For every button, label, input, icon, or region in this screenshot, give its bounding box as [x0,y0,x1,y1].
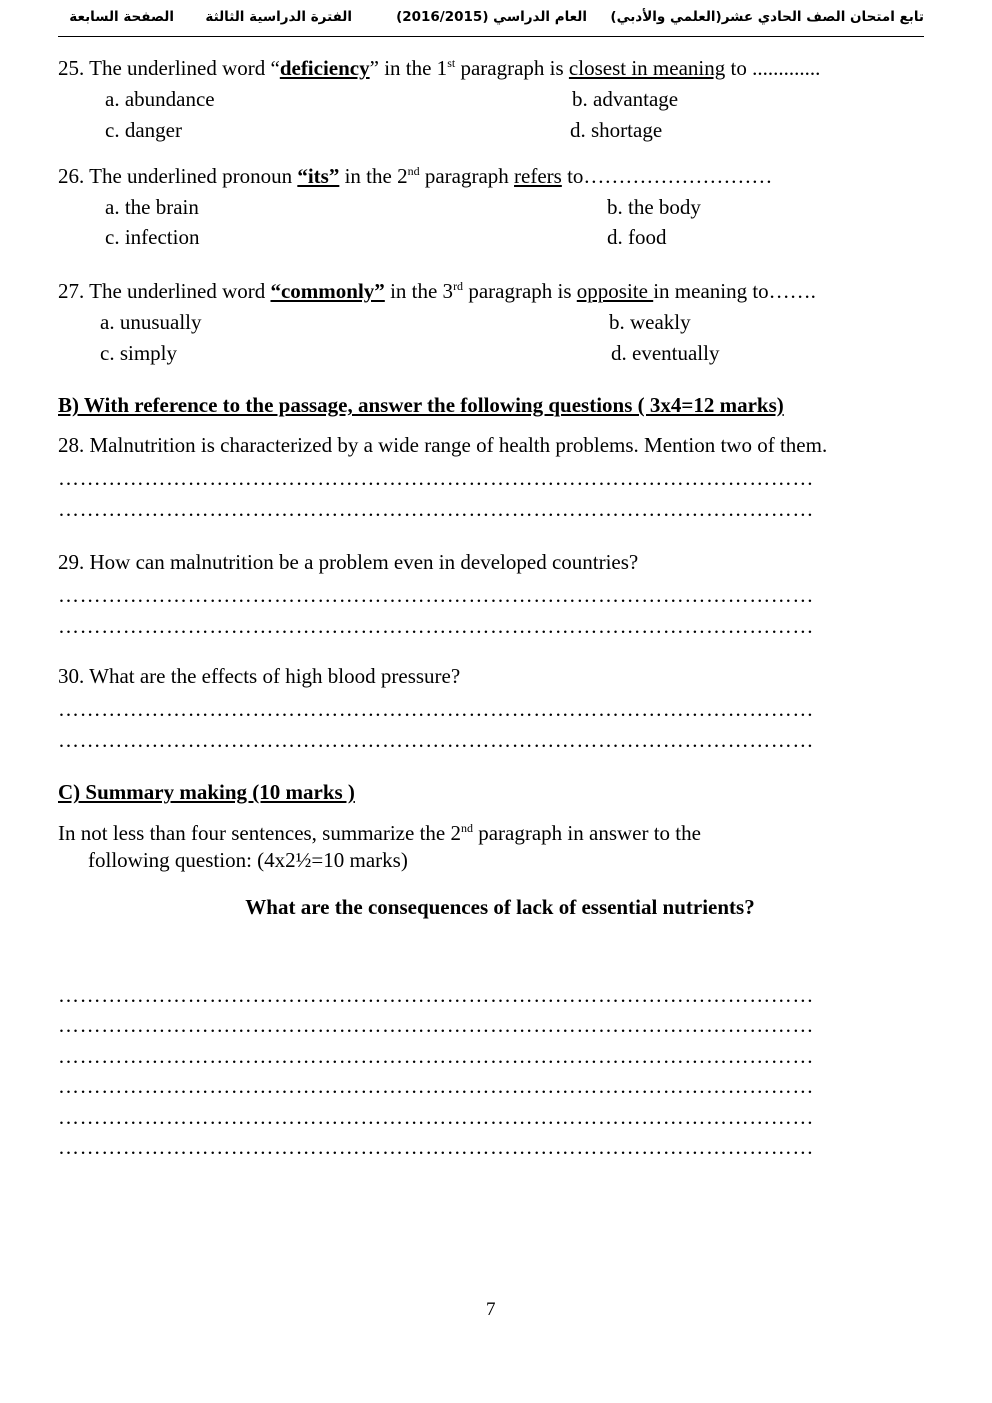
q27-text: in meaning to……. [653,279,816,303]
q25-text: to ............. [725,56,821,80]
answer-line[interactable]: …………………………………………………………………………………………… [58,728,814,752]
q26-option-a: a. the brain [105,195,199,219]
answer-line[interactable]: …………………………………………………………………………………………… [58,1135,814,1159]
section-b-heading: B) With reference to the passage, answer the following questions ( 3x4=12 marks) [58,393,784,417]
q26-phrase: refers [514,164,562,188]
q27-option-a: a. unusually [100,310,202,334]
page-number: 7 [486,1299,496,1320]
q26-text: The underlined pronoun [84,164,298,188]
summary-instruction [58,821,701,846]
question-26 [58,164,772,189]
q25-text: The underlined word “ [84,56,280,80]
exam-title: تابع امتحان الصف الحادي عشر(العلمي والأدبي) [610,9,924,25]
question-25 [58,56,820,81]
term: الفترة الدراسية الثالثة [205,9,352,25]
q27-text: The underlined word [84,279,271,303]
answer-line[interactable]: …………………………………………………………………………………………… [58,1013,814,1037]
question-29: 29. How can malnutrition be a problem even in developed countries? [58,550,639,574]
q26-option-d: d. food [607,225,667,249]
q27-text: in the 3 [384,279,454,303]
q27-keyword: “commonly” [270,279,385,303]
q27-sup: rd [453,279,464,293]
q27-option-c: c. simply [100,341,177,365]
q25-option-c: c. danger [105,118,182,142]
q25-text: ” in the 1 [369,56,448,80]
instruction-text: paragraph in answer to the [472,821,701,845]
question-27 [58,279,816,304]
instruction-text: In not less than four sentences, summarize the 2 [58,821,461,845]
q26-option-c: c. infection [105,225,200,249]
answer-line[interactable]: …………………………………………………………………………………………… [58,983,814,1007]
q26-text: to……………………… [561,164,773,188]
q27-number: 27. [58,279,85,303]
academic-year: العام الدراسي (2016/2015) [396,9,587,25]
q26-option-b: b. the body [607,195,701,219]
answer-line[interactable]: …………………………………………………………………………………………… [58,497,814,521]
question-28: 28. Malnutrition is characterized by a wide range of health problems. Mention two of them. [58,433,828,457]
question-30: 30. What are the effects of high blood pressure? [58,664,461,688]
section-c-heading: C) Summary making (10 marks ) [58,780,355,804]
q26-number: 26. [58,164,85,188]
answer-line[interactable]: …………………………………………………………………………………………… [58,1074,814,1098]
summary-question: What are the consequences of lack of essential nutrients? [245,895,755,919]
q27-phrase: opposite [576,279,654,303]
q25-number: 25. [58,56,85,80]
answer-line[interactable]: …………………………………………………………………………………………… [58,583,814,607]
answer-line[interactable]: …………………………………………………………………………………………… [58,1044,814,1068]
q25-option-b: b. advantage [572,87,679,111]
header-rule [58,36,924,37]
q26-text: in the 2 [339,164,408,188]
q25-option-d: d. shortage [570,118,663,142]
q25-option-a: a. abundance [105,87,215,111]
q25-keyword: deficiency [279,56,370,80]
page-label: الصفحة السابعة [69,9,174,25]
q25-phrase: closest in meaning [568,56,726,80]
q27-text: paragraph is [463,279,577,303]
q26-sup: nd [407,164,420,178]
q25-text: paragraph is [455,56,569,80]
q25-sup: st [447,56,456,70]
q27-option-d: d. eventually [611,341,720,365]
answer-line[interactable]: …………………………………………………………………………………………… [58,614,814,638]
q26-keyword: “its” [297,164,340,188]
answer-line[interactable]: …………………………………………………………………………………………… [58,466,814,490]
answer-line[interactable]: …………………………………………………………………………………………… [58,1105,814,1129]
q26-text: paragraph [419,164,515,188]
answer-line[interactable]: …………………………………………………………………………………………… [58,697,814,721]
q27-option-b: b. weakly [609,310,691,334]
instruction-sup: nd [460,821,473,835]
summary-instruction-line2: following question: (4x2½=10 marks) [88,848,408,872]
